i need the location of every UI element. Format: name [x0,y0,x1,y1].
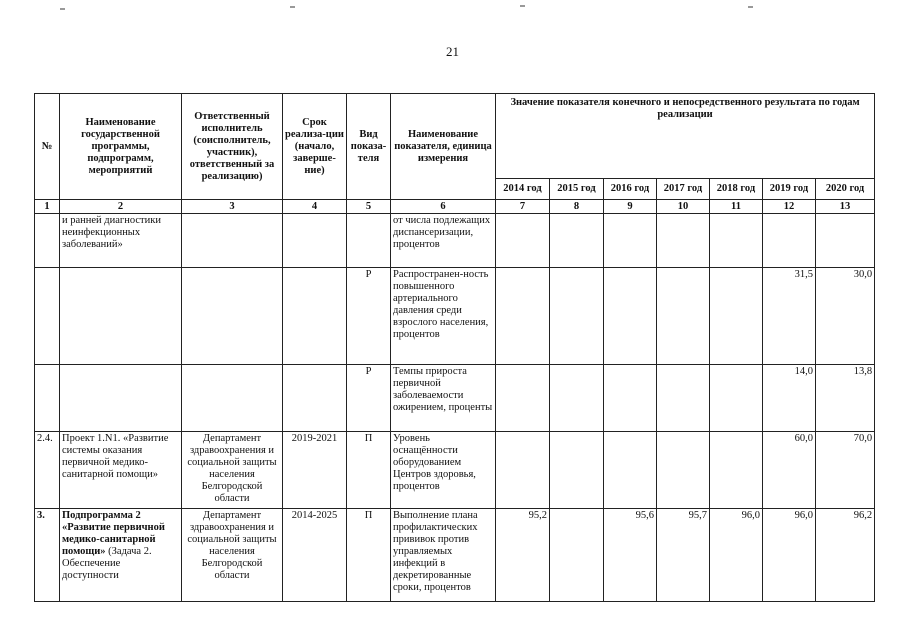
table-row [35,509,875,602]
column-number: 5 [347,200,391,214]
row-value [496,432,550,509]
row-value [550,432,604,509]
row-type: П [347,432,391,509]
column-number: 9 [604,200,657,214]
column-number: 13 [816,200,875,214]
subprogram-task: (Задача 2. Обеспечение доступности [62,546,152,581]
row-value [710,432,763,509]
row-executor [182,268,283,365]
row-value: 13,8 [816,365,875,432]
row-executor: Департамент здравоохранения и социальной защиты населения Белгородской области [182,432,283,509]
header-year: 2018 год [710,179,763,200]
header-year: 2014 год [496,179,550,200]
row-indicator: от числа подлежащих диспансеризации, процентов [391,214,496,268]
row-value: 96,0 [763,509,816,602]
scan-speck [60,8,65,10]
column-number: 7 [496,200,550,214]
row-value [657,432,710,509]
row-executor: Департамент здравоохранения и социальной защиты населения Белгородской области [182,509,283,602]
column-number: 1 [35,200,60,214]
row-value [604,432,657,509]
row-value [710,365,763,432]
row-value [604,365,657,432]
row-no [35,365,60,432]
column-number: 11 [710,200,763,214]
table-row [35,214,875,268]
row-executor [182,365,283,432]
row-value: 95,6 [604,509,657,602]
row-value: 96,2 [816,509,875,602]
row-value: 14,0 [763,365,816,432]
row-value [496,214,550,268]
table-row [35,365,875,432]
row-no: 2.4. [35,432,60,509]
row-period [283,214,347,268]
row-period [283,268,347,365]
row-value: 60,0 [763,432,816,509]
row-type: Р [347,268,391,365]
row-indicator: Распространен-ность повышенного артериального давления среди взрослого населения, процентов [391,268,496,365]
row-value [710,268,763,365]
header-year: 2019 год [763,179,816,200]
row-name: Проект 1.N1. «Развитие системы оказания первичной медико-санитарной помощи» [60,432,182,509]
row-value [604,214,657,268]
table-row [35,432,875,509]
column-number: 4 [283,200,347,214]
row-no: 3. [35,509,60,602]
header-period: Срок реализа-ции (начало, заверше-ние) [283,94,347,200]
row-value [550,509,604,602]
row-type: Р [347,365,391,432]
column-number: 6 [391,200,496,214]
header-year: 2017 год [657,179,710,200]
header-executor: Ответственный исполнитель (соисполнитель, участник), ответственный за реализацию) [182,94,283,200]
table-row [35,268,875,365]
row-value: 30,0 [816,268,875,365]
header-no: № [35,94,60,200]
column-number-row [35,200,875,214]
column-number: 8 [550,200,604,214]
scan-speck [290,6,295,8]
row-value: 70,0 [816,432,875,509]
row-no [35,214,60,268]
row-period: 2019-2021 [283,432,347,509]
row-value: 31,5 [763,268,816,365]
row-value [496,268,550,365]
row-value [763,214,816,268]
column-number: 10 [657,200,710,214]
row-name: и ранней диагностики неинфекционных заболеваний» [60,214,182,268]
header-year: 2016 год [604,179,657,200]
header-year: 2015 год [550,179,604,200]
row-value: 95,7 [657,509,710,602]
row-value [657,214,710,268]
header-name: Наименование государственной программы, подпрограмм, мероприятий [60,94,182,200]
subprogram-title: Подпрограмма 2 «Развитие первичной медико-санитарной помощи» [62,510,165,557]
row-no [35,268,60,365]
header-type: Вид показа-теля [347,94,391,200]
row-indicator: Уровень оснащённости оборудованием Центров здоровья, процентов [391,432,496,509]
row-name [60,509,182,602]
scan-speck [748,6,753,8]
row-value [657,268,710,365]
row-value [710,214,763,268]
row-value [550,268,604,365]
indicators-table [34,93,875,602]
header-year: 2020 год [816,179,875,200]
row-value [550,214,604,268]
row-value: 95,2 [496,509,550,602]
column-number: 3 [182,200,283,214]
row-name [60,365,182,432]
row-period [283,365,347,432]
row-executor [182,214,283,268]
page-number: 21 [446,44,459,59]
row-type: П [347,509,391,602]
scan-speck [520,5,525,7]
row-indicator: Выполнение плана профилактических прививок против управляемых инфекций в декретированные сроки, процентов [391,509,496,602]
row-indicator: Темпы прироста первичной заболеваемости ожирением, проценты [391,365,496,432]
row-name [60,268,182,365]
row-value: 96,0 [710,509,763,602]
row-type [347,214,391,268]
row-value [604,268,657,365]
row-value [550,365,604,432]
column-number: 12 [763,200,816,214]
header-values-group: Значение показателя конечного и непосредственного результата по годам реализации [496,94,875,179]
header-indicator: Наименование показателя, единица измерения [391,94,496,200]
row-value [657,365,710,432]
row-value [496,365,550,432]
row-value [816,214,875,268]
row-period: 2014-2025 [283,509,347,602]
column-number: 2 [60,200,182,214]
